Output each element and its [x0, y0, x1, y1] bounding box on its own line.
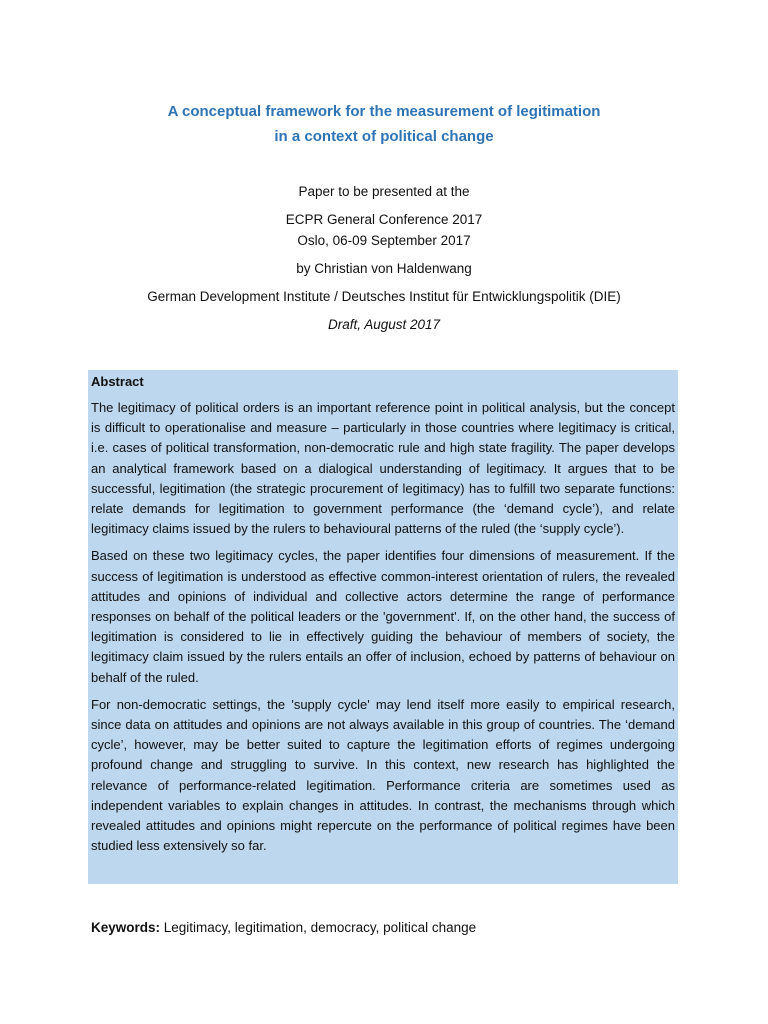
keywords-text: Legitimacy, legitimation, democracy, political change: [160, 920, 477, 935]
abstract-paragraph-2: Based on these two legitimacy cycles, the paper identifies four dimensions of measurement. If the success of legitimation is understood as effective common-interest orientation of rulers, the revealed attitudes and opinions of individual and collective actors determine the range of performance responses on behalf of the political leaders or the 'government'. If, on the other hand, the success of legitimation is considered to lie in effectively guiding the behaviour of members of society, the legitimacy claim issued by the rulers entails an offer of inclusion, echoed by patterns of behaviour on behalf of the ruled.: [91, 548, 675, 685]
conference-name: ECPR General Conference 2017: [285, 212, 483, 227]
abstract-heading: Abstract: [91, 374, 144, 389]
abstract-paragraph-1: The legitimacy of political orders is an important reference point in political analysis, but the concept is difficult to operationalise and measure – particularly in those countries where legitimacy is critical, i.e. cases of political transformation, non-democratic rule and high state fragility. The paper develops an analytical framework based on a dialogical understanding of legitimacy. It argues that to be successful, legitimation (the strategic procurement of legitimacy) has to fulfill two separate functions: relate demands for legitimation to government performance (the ‘demand cycle’), and relate legitimacy claims issued by the rulers to behavioural patterns of the ruled (the ‘supply cycle’).: [91, 400, 675, 537]
location-date: Oslo, 06-09 September 2017: [297, 233, 471, 248]
paper-title-line-1: A conceptual framework for the measurement of legitimation: [167, 103, 601, 120]
institute-line: German Development Institute / Deutsches Institut für Entwicklungspolitik (DIE): [147, 289, 621, 304]
paper-title-line-2: in a context of political change: [274, 128, 494, 145]
presented-line: Paper to be presented at the: [298, 184, 470, 199]
abstract-box: [88, 370, 678, 884]
author-line: by Christian von Haldenwang: [296, 261, 472, 276]
abstract-paragraph-3: For non-democratic settings, the 'supply cycle' may lend itself more easily to empirical research, since data on attitudes and opinions are not always available in this group of countries. The ‘demand cycle’, however, may be better suited to capture the legitimation efforts of regimes undergoing profound change and struggling to survive. In this context, new research has highlighted the relevance of performance-related legitimation. Performance criteria are sometimes used as independent variables to explain changes in attitudes. In contrast, the mechanisms through which revealed attitudes and opinions might repercute on the performance of political regimes have been studied less extensively so far.: [91, 696, 675, 854]
draft-date: Draft, August 2017: [327, 317, 441, 332]
keywords-label: Keywords:: [91, 920, 161, 935]
keywords-line: [91, 919, 681, 937]
